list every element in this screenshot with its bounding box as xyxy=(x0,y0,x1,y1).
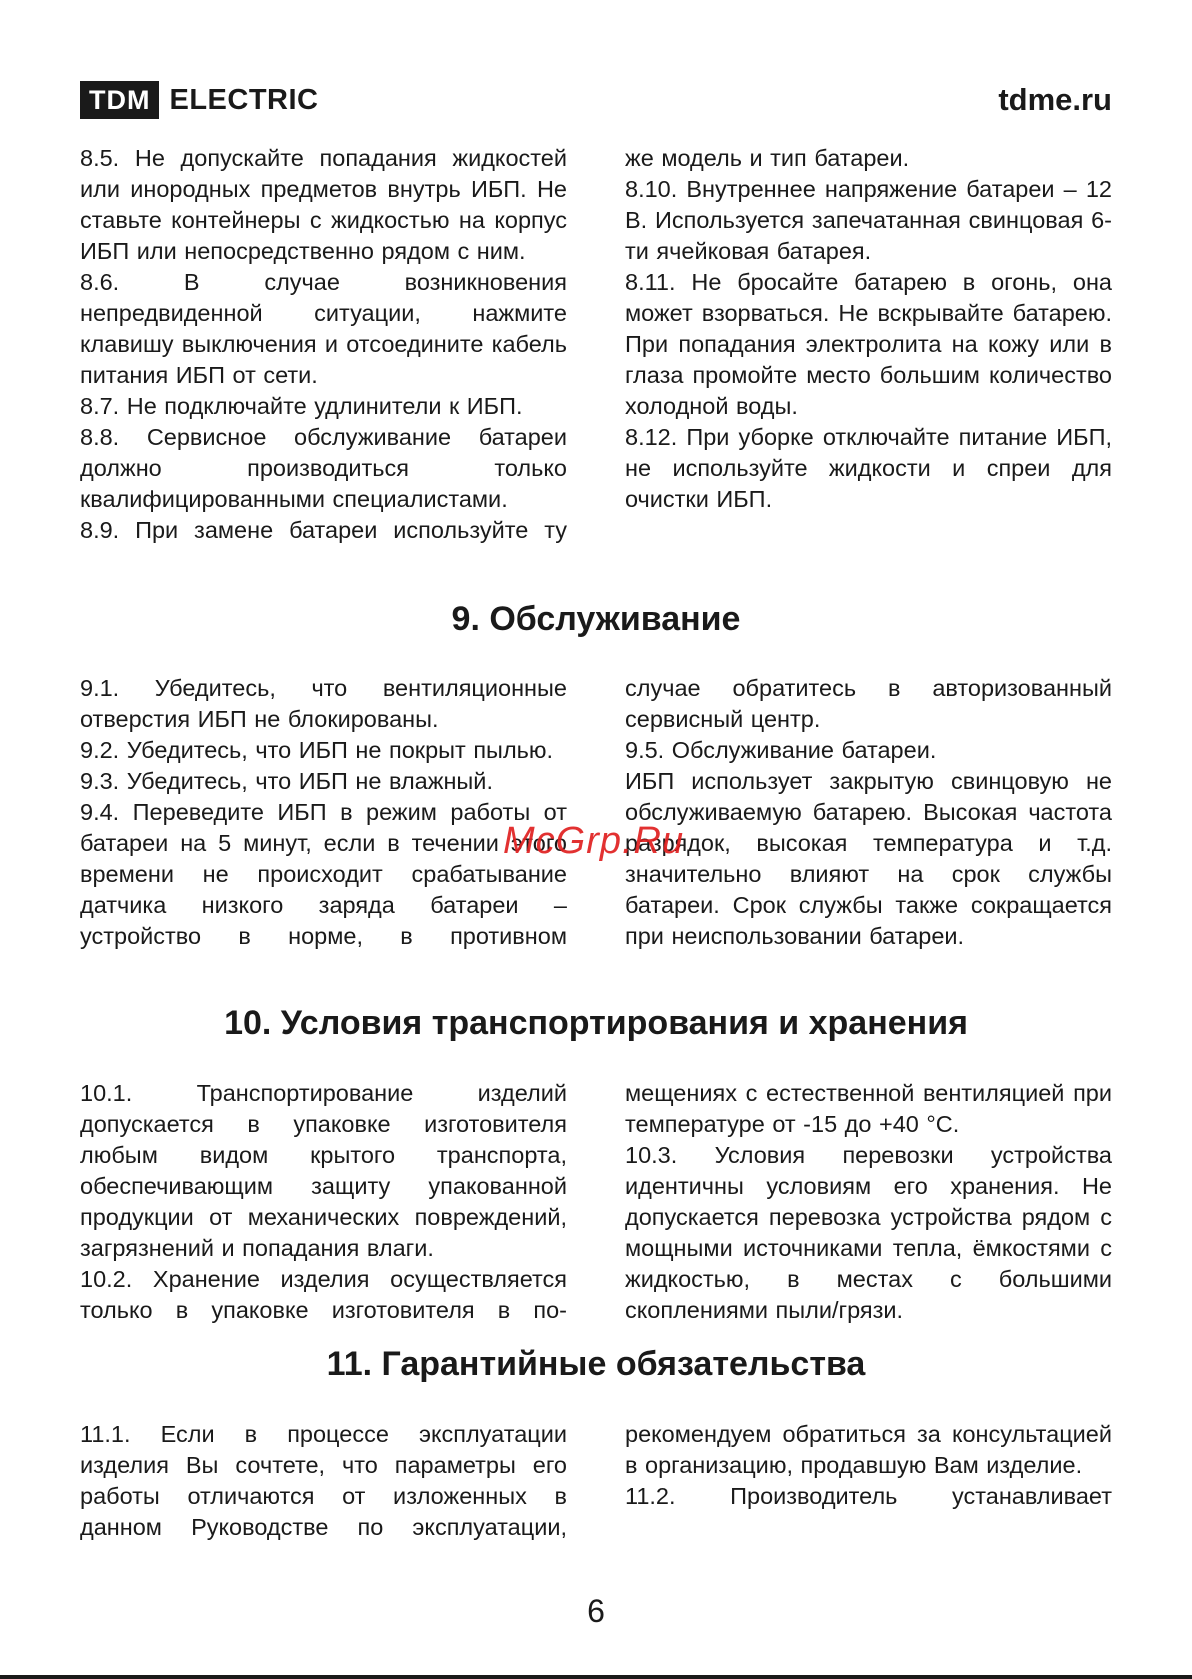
paragraph-8-8: 8.8. Сервисное обслуживание батареи должно производиться только квалифицированными специалистами. xyxy=(80,424,567,512)
logo-word: ELECTRIC xyxy=(169,83,319,116)
paragraph-8-6: 8.6. В случае возникновения непредвиденной ситуации, нажмите клавишу выключения и отсоедините кабель питания ИБП от сети. xyxy=(80,269,567,388)
section-10-columns xyxy=(80,1078,1112,1326)
paragraph-8-11: 8.11. Не бросайте батарею в огонь, она может взорваться. Не вскрывайте батарею. При попадания электролита на кожу или в глаза промойте место большим количество холодной воды. xyxy=(625,269,1112,419)
paragraph-9-2: 9.2. Убедитесь, что ИБП не покрыт пылью. xyxy=(80,737,554,763)
paragraph-11-1: 11.1. Если в процессе эксплуатации изделия Вы сочтете, что параметры его работы отличаются от изложенных в данном Руководстве по эксплуатации, xyxy=(80,1421,567,1540)
section-9-left-column xyxy=(80,673,567,952)
section-9-right-column xyxy=(625,673,1112,952)
section-11-left-column xyxy=(80,1419,567,1543)
section-10-right-column xyxy=(625,1078,1112,1326)
paragraph-8-12: 8.12. При уборке отключайте питание ИБП, не используйте жидкости и спреи для очистки ИБП. xyxy=(625,424,1112,512)
section-9-columns xyxy=(80,673,1112,952)
paragraph-8-10: 8.10. Внутреннее напряжение батареи – 12 В. Используется запечатанная свинцовая 6-ти ячейковая батарея. xyxy=(625,176,1112,264)
section-8-columns xyxy=(80,143,1112,546)
paragraph-8-7: 8.7. Не подключайте удлинители к ИБП. xyxy=(80,393,523,419)
tdm-electric-logo xyxy=(80,80,318,120)
site-url: tdme.ru xyxy=(998,82,1112,117)
paragraph-11-2: 11.2. Производитель устанавливает xyxy=(625,1483,1112,1509)
section-8-left-column xyxy=(80,143,567,546)
paragraph-9-3: 9.3. Убедитесь, что ИБП не влажный. xyxy=(80,768,493,794)
watermark: McGrp.Ru xyxy=(503,820,685,862)
paragraph-9-5: 9.5. Обслуживание батареи. xyxy=(625,737,937,763)
section-8-right-column xyxy=(625,143,1112,546)
section-11-heading: 11. Гарантийные обязательства xyxy=(326,1345,866,1383)
bottom-rule xyxy=(0,1675,1192,1679)
paragraph-10-2-cont: мещениях с естественной вентиляцией при температуре от -15 до +40 °С. xyxy=(625,1080,1112,1137)
paragraph-8-9: 8.9. При замене батареи используйте ту xyxy=(80,517,567,543)
paragraph-8-5: 8.5. Не допускайте попадания жидкостей или инородных предметов внутрь ИБП. Не ставьте контейнеры с жидкостью на корпус ИБП или непосредственно рядом с ним. xyxy=(80,145,567,264)
paragraph-10-2: 10.2. Хранение изделия осуществляется только в упаковке изготовителя в по- xyxy=(80,1266,567,1323)
paragraph-9-4-cont: случае обратитесь в авторизованный сервисный центр. xyxy=(625,675,1112,732)
section-11-columns xyxy=(80,1419,1112,1543)
paragraph-8-9-cont: же модель и тип батареи. xyxy=(625,145,910,171)
paragraph-9-5-body: ИБП использует закрытую свинцовую не обслуживаемую батарею. Высокая частота разрядок, высокая температура и т.д. значительно влияют на срок службы батареи. Срок службы также сокращается при неиспользовании батареи. xyxy=(625,768,1112,949)
page-number: 6 xyxy=(587,1593,605,1629)
paragraph-11-1-cont: рекомендуем обратиться за консультацией в организацию, продавшую Вам изделие. xyxy=(625,1421,1112,1478)
section-10-heading: 10. Условия транспортирования и хранения xyxy=(224,1004,968,1042)
section-11-right-column xyxy=(625,1419,1112,1543)
section-10-left-column xyxy=(80,1078,567,1326)
section-9-heading: 9. Обслуживание xyxy=(451,600,741,638)
page-header xyxy=(80,80,1112,120)
paragraph-10-3: 10.3. Условия перевозки устройства идентичны условиям его хранения. Не допускается перевозка устройства рядом с мощными источниками тепла, ёмкостями с жидкостью, в местах с большими скоплениями пыли/грязи. xyxy=(625,1142,1112,1323)
paragraph-9-1: 9.1. Убедитесь, что вентиляционные отверстия ИБП не блокированы. xyxy=(80,675,567,732)
logo-box: TDM xyxy=(80,81,159,119)
paragraph-9-4: 9.4. Переведите ИБП в режим работы от батареи на 5 минут, если в течении этого времени не происходит срабатывание датчика низкого заряда батареи – устройство в норме, в противном xyxy=(80,799,567,949)
paragraph-10-1: 10.1. Транспортирование изделий допускается в упаковке изготовителя любым видом крытого транспорта, обеспечивающим защиту упакованной продукции от механических повреждений, загрязнений и попадания влаги. xyxy=(80,1080,567,1261)
